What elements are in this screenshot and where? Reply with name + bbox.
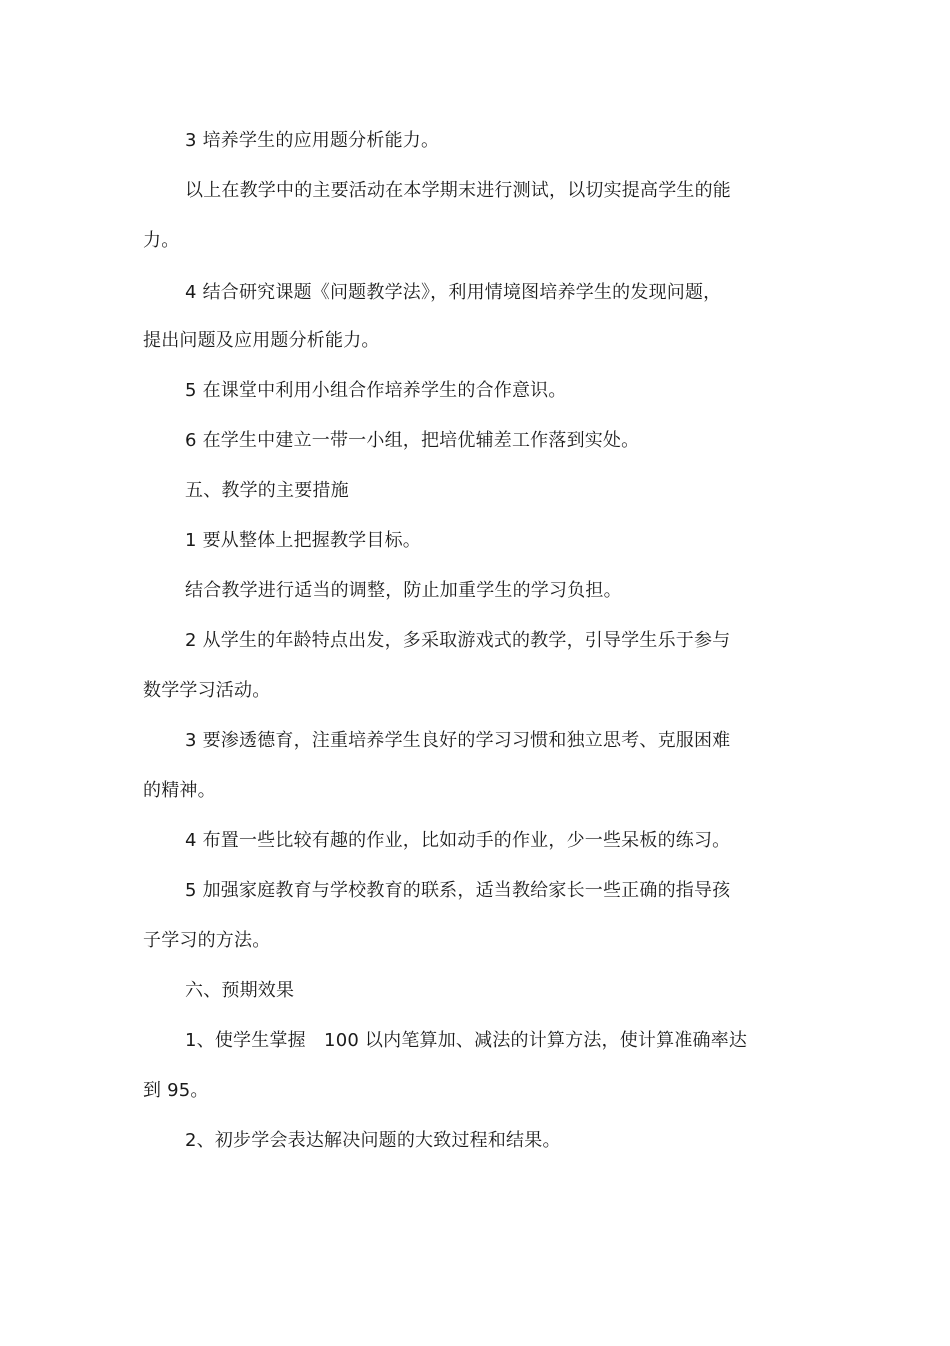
text-line: 3 培养学生的应用题分析能力。 [185, 130, 440, 151]
text-line: 结合教学进行适当的调整，防止加重学生的学习负担。 [185, 580, 622, 601]
text-line: 1 要从整体上把握教学目标。 [185, 530, 421, 551]
text-line: 5 在课堂中利用小组合作培养学生的合作意识。 [185, 380, 567, 401]
text-line: 6 在学生中建立一带一小组，把培优辅差工作落到实处。 [185, 430, 640, 451]
text-line: 2、初步学会表达解决问题的大致过程和结果。 [185, 1130, 561, 1151]
text-line: 以上在教学中的主要活动在本学期末进行测试，以切实提高学生的能 [185, 180, 731, 201]
text-line: 的精神。 [143, 780, 216, 801]
text-line: 到 95。 [143, 1080, 209, 1101]
text-line: 1、使学生掌握 100 以内笔算加、减法的计算方法，使计算准确率达 [185, 1030, 748, 1051]
text-line: 3 要渗透德育，注重培养学生良好的学习习惯和独立思考、克服困难 [185, 730, 731, 751]
text-line: 力。 [143, 230, 180, 251]
text-line: 2 从学生的年龄特点出发，多采取游戏式的教学，引导学生乐于参与 [185, 630, 731, 651]
text-line: 5 加强家庭教育与学校教育的联系，适当教给家长一些正确的指导孩 [185, 880, 731, 901]
text-line: 4 布置一些比较有趣的作业，比如动手的作业，少一些呆板的练习。 [185, 830, 731, 851]
section-heading: 六、预期效果 [185, 980, 295, 1001]
text-line: 子学习的方法。 [143, 930, 271, 951]
text-line: 数学学习活动。 [143, 680, 271, 701]
section-heading: 五、教学的主要措施 [185, 480, 349, 501]
text-line: 提出问题及应用题分析能力。 [143, 330, 380, 351]
text-line: 4 结合研究课题《问题教学法》，利用情境图培养学生的发现问题， [185, 282, 722, 303]
